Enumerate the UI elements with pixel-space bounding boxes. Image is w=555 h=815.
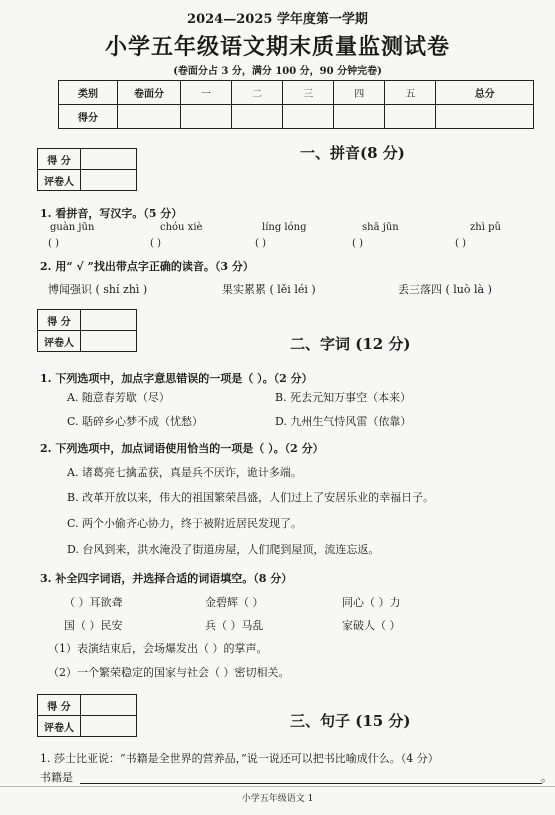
pinyin: guàn jūn	[50, 222, 95, 233]
grader-name-label: 评卷人	[38, 716, 81, 737]
question-title: 1. 看拼音，写汉字。（5 分）	[40, 207, 183, 220]
score-table	[58, 80, 534, 129]
score-table-header: 四	[334, 81, 385, 105]
idiom-blank[interactable]: 家破人（ ）	[342, 619, 401, 632]
score-cell	[385, 105, 436, 129]
option-a[interactable]: A. 诸葛亮七擒孟获，真是兵不厌诈，诡计多端。	[67, 466, 302, 479]
question-title: 2. 下列选项中，加点词语使用恰当的一项是（ ）。（2 分）	[40, 442, 324, 455]
score-table-header: 类别	[59, 81, 118, 105]
grader-score-label: 得 分	[38, 310, 81, 331]
option-b[interactable]: B. 死去元知万事空（本来）	[275, 391, 412, 404]
score-cell	[232, 105, 283, 129]
grader-name-label: 评卷人	[38, 170, 81, 191]
answer-paren[interactable]: ( )	[352, 238, 363, 249]
grader-name-cell	[81, 170, 137, 191]
fill-sentence[interactable]: （2）一个繁荣稳定的国家与社会（ ）密切相关。	[48, 666, 290, 679]
score-table-header: 卷面分	[118, 81, 181, 105]
score-cell	[181, 105, 232, 129]
answer-end: 。	[541, 771, 552, 784]
idiom-blank[interactable]: 兵（ ）马乱	[205, 619, 264, 632]
score-table-header: 一	[181, 81, 232, 105]
answer-paren[interactable]: ( )	[150, 238, 161, 249]
exam-title: 小学五年级语文期末质量监测试卷	[104, 34, 450, 60]
answer-paren[interactable]: ( )	[255, 238, 266, 249]
idiom-blank[interactable]: 同心（ ）力	[342, 596, 401, 609]
score-cell	[334, 105, 385, 129]
footer-divider	[0, 786, 555, 787]
option-b[interactable]: B. 改革开放以来，伟大的祖国繁荣昌盛，人们过上了安居乐业的幸福日子。	[67, 491, 435, 504]
grader-score-cell	[81, 310, 137, 331]
question-title: 2. 用“ √ ”找出带点字正确的读音。（3 分）	[40, 260, 254, 273]
option-item[interactable]: 博闻强识 ( shí zhì )	[48, 283, 148, 296]
option-a[interactable]: A. 随意春芳歇（尽）	[67, 391, 170, 404]
section-title: 一、拼音(8 分)	[300, 144, 405, 162]
answer-paren[interactable]: ( )	[48, 238, 59, 249]
exam-term: 2024—2025 学年度第一学期	[187, 12, 368, 27]
grader-score-cell	[81, 149, 137, 170]
section-title: 二、字词 (12 分)	[290, 335, 411, 353]
option-d[interactable]: D. 九州生气恃风雷（依靠）	[275, 415, 412, 428]
score-row-label: 得分	[59, 105, 118, 129]
option-d[interactable]: D. 台风到来，洪水淹没了街道房屋，人们爬到屋顶，流连忘返。	[67, 543, 380, 556]
grader-name-label: 评卷人	[38, 331, 81, 352]
section-title: 三、句子 (15 分)	[290, 712, 411, 730]
score-cell	[118, 105, 181, 129]
idiom-blank[interactable]: （ ）耳欲聋	[64, 596, 123, 609]
option-c[interactable]: C. 聒碎乡心梦不成（忧愁）	[67, 415, 204, 428]
pinyin: shā jūn	[362, 222, 399, 233]
question-title: 1. 莎士比亚说：“书籍是全世界的营养品，”说一说还可以把书比喻成什么。（4 分）	[40, 752, 439, 765]
score-cell	[283, 105, 334, 129]
answer-paren[interactable]: ( )	[455, 238, 466, 249]
pinyin: líng lóng	[262, 222, 307, 233]
exam-note: (卷面分占 3 分，满分 100 分，90 分钟完卷)	[173, 66, 382, 77]
grader-score-label: 得 分	[38, 149, 81, 170]
option-item[interactable]: 丢三落四 ( luò là )	[398, 283, 492, 296]
score-table-header: 二	[232, 81, 283, 105]
grader-name-cell	[81, 331, 137, 352]
grader-score-cell	[81, 695, 137, 716]
grader-box	[37, 694, 137, 737]
option-item[interactable]: 果实累累 ( lěi léi )	[222, 283, 316, 296]
grader-score-label: 得 分	[38, 695, 81, 716]
answer-line[interactable]	[80, 783, 542, 784]
answer-label: 书籍是	[40, 771, 73, 784]
grader-box	[37, 309, 137, 352]
score-table-header: 总分	[436, 81, 534, 105]
page-footer: 小学五年级语文 1	[241, 794, 314, 804]
fill-sentence[interactable]: （1）表演结束后，会场爆发出（ ）的掌声。	[48, 642, 268, 655]
option-c[interactable]: C. 两个小偷齐心协力，终于被附近居民发现了。	[67, 517, 303, 530]
grader-box	[37, 148, 137, 191]
pinyin: zhì pǔ	[470, 222, 501, 233]
question-title: 1. 下列选项中，加点字意思错误的一项是（ ）。（2 分）	[40, 372, 313, 385]
score-cell	[436, 105, 534, 129]
idiom-blank[interactable]: 国（ ）民安	[64, 619, 123, 632]
idiom-blank[interactable]: 金碧辉（ ）	[205, 596, 264, 609]
grader-name-cell	[81, 716, 137, 737]
question-title: 3. 补全四字词语，并选择合适的词语填空。（8 分）	[40, 572, 293, 585]
score-table-header: 三	[283, 81, 334, 105]
score-table-header: 五	[385, 81, 436, 105]
pinyin: chóu xiè	[160, 222, 203, 233]
